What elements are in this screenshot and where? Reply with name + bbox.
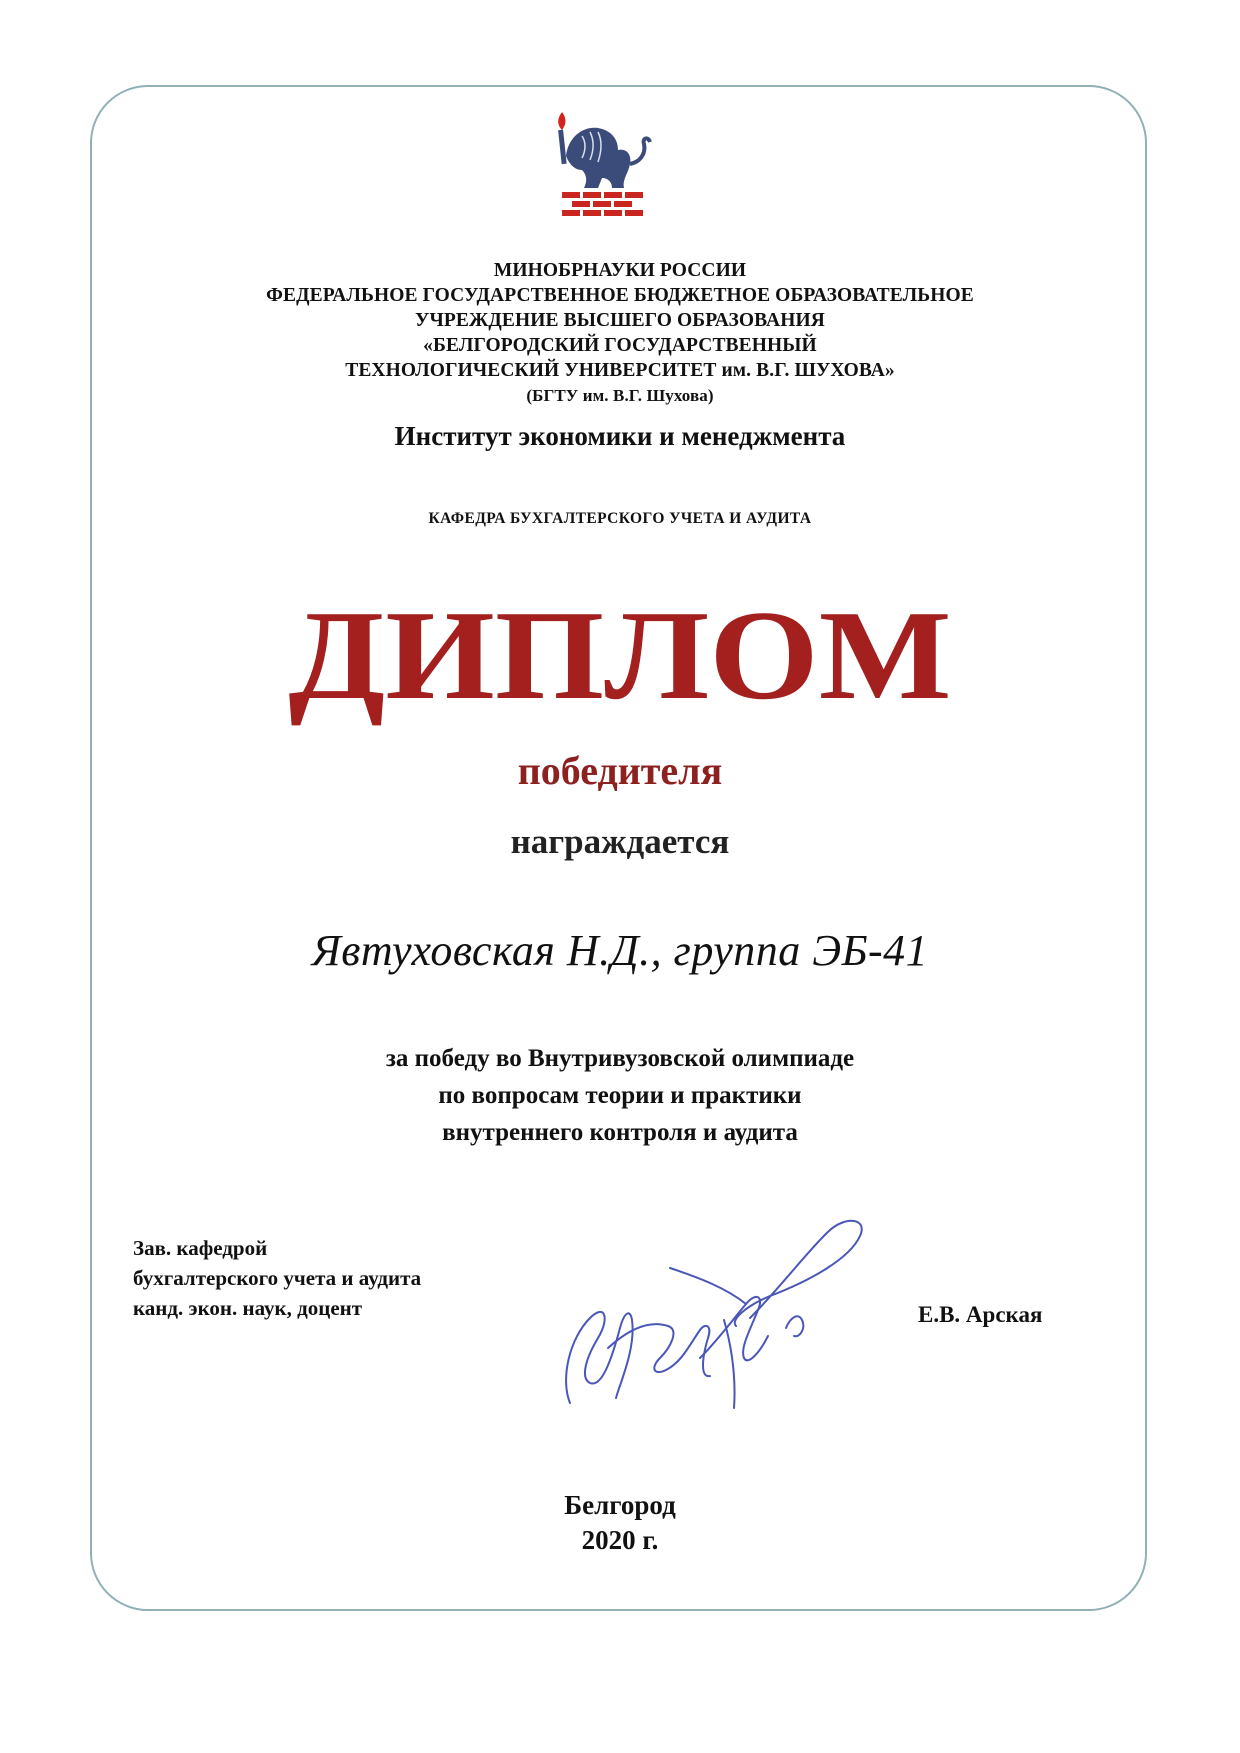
reason-line-2: по вопросам теории и практики: [438, 1082, 802, 1109]
city-name: Белгород: [564, 1490, 676, 1520]
reason-line-1: за победу во Внутривузовской олимпиаде: [385, 1045, 855, 1072]
department-name: КАФЕДРА БУХГАЛТЕРСКОГО УЧЕТА И АУДИТА: [428, 510, 812, 527]
org-line-1: ФЕДЕРАЛЬНОЕ ГОСУДАРСТВЕННОЕ БЮДЖЕТНОЕ ОБРАЗОВАТЕЛЬНОЕ: [266, 285, 974, 306]
institute-name: Институт экономики и менеджмента: [394, 421, 846, 451]
signatory-position: [133, 1233, 421, 1323]
organization-header: [0, 258, 1240, 408]
signatory-name: Е.В. Арская: [918, 1302, 1043, 1327]
diploma-subtitle: победителя: [517, 748, 723, 793]
recipient-name: Явтуховская Н.Д., группа ЭБ-41: [311, 926, 929, 975]
handwritten-signature: [550, 1208, 880, 1428]
ministry-name: МИНОБРНАУКИ РОССИИ: [493, 260, 747, 281]
org-line-3: «БЕЛГОРОДСКИЙ ГОСУДАРСТВЕННЫЙ: [423, 335, 817, 356]
org-short-name: (БГТУ им. В.Г. Шухова): [526, 386, 714, 405]
signatory-title-2: бухгалтерского учета и аудита: [133, 1266, 422, 1290]
signatory-title-3: канд. экон. наук, доцент: [133, 1296, 363, 1320]
lion-icon: [566, 128, 630, 188]
signatory-title-1: Зав. кафедрой: [133, 1236, 268, 1260]
issue-year: 2020 г.: [581, 1525, 659, 1555]
award-reason: [0, 1040, 1240, 1151]
university-logo: [552, 108, 664, 226]
diploma-title: ДИПЛОМ: [288, 584, 952, 726]
awarded-label: награждается: [510, 822, 730, 861]
torch-flame-icon: [558, 112, 565, 130]
brick-wall-icon: [562, 192, 643, 216]
org-line-4: ТЕХНОЛОГИЧЕСКИЙ УНИВЕРСИТЕТ им. В.Г. ШУХОВА»: [345, 360, 895, 381]
org-line-2: УЧРЕЖДЕНИЕ ВЫСШЕГО ОБРАЗОВАНИЯ: [415, 310, 825, 331]
reason-line-3: внутреннего контроля и аудита: [442, 1119, 798, 1146]
